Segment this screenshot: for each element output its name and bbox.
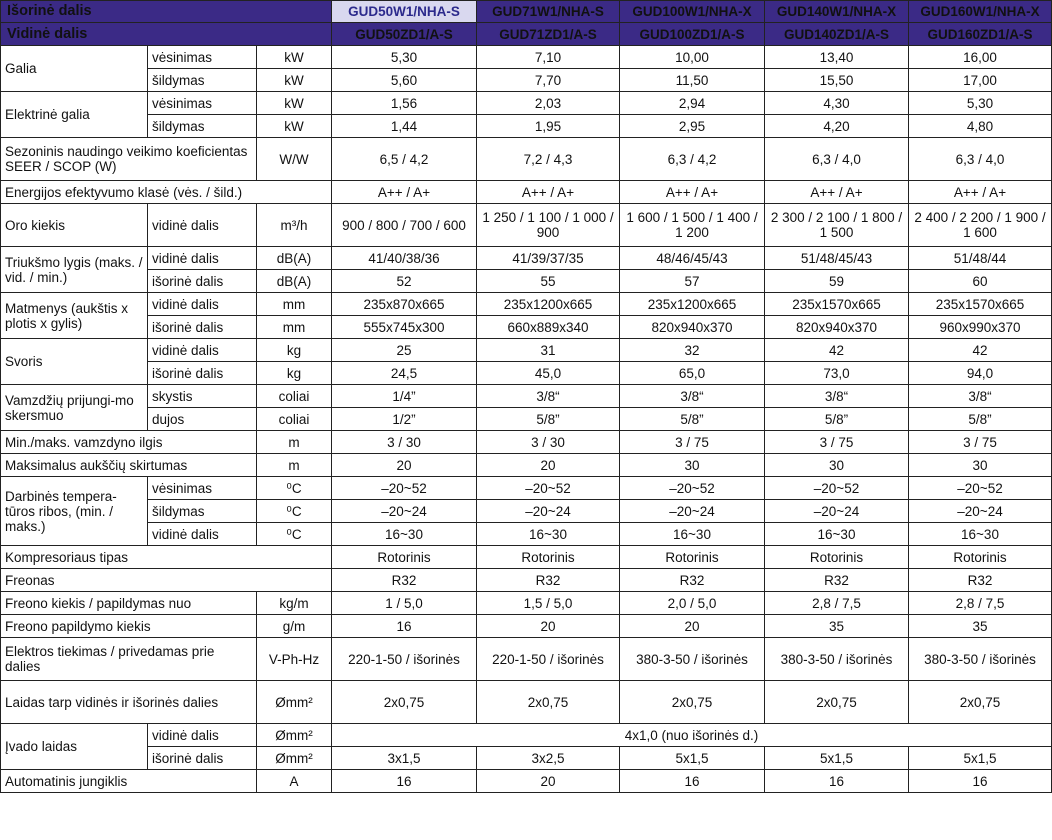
table-cell: 55 [477,270,620,293]
row-unit: ⁰C [257,523,332,546]
table-cell: 3 / 30 [332,431,477,454]
row-unit: coliai [257,408,332,431]
table-cell: 45,0 [477,362,620,385]
row-sub-label: vėsinimas [148,92,257,115]
table-row [1,293,1052,316]
row-group-label: Elektrinė galia [1,92,148,138]
table-cell: 24,5 [332,362,477,385]
table-cell: 820x940x370 [765,316,909,339]
table-cell: 960x990x370 [909,316,1052,339]
table-cell: A++ / A+ [332,181,477,204]
table-cell: 5/8” [765,408,909,431]
table-cell: 7,2 / 4,3 [477,138,620,181]
row-unit: ⁰C [257,477,332,500]
table-cell: 220-1-50 / išorinės [477,638,620,681]
table-cell: 900 / 800 / 700 / 600 [332,204,477,247]
outdoor-model: GUD71W1/NHA-S [477,1,620,23]
table-cell: 3 / 75 [765,431,909,454]
table-cell: 235x1570x665 [909,293,1052,316]
row-sub-label: vidinė dalis [148,724,257,747]
table-cell: 2x0,75 [332,681,477,724]
table-row [1,138,1052,181]
table-cell: 6,3 / 4,0 [909,138,1052,181]
row-sub-label: vidinė dalis [148,293,257,316]
table-cell: 30 [620,454,765,477]
table-cell: Rotorinis [477,546,620,569]
table-cell: 13,40 [765,46,909,69]
table-row [1,339,1052,362]
row-unit: m³/h [257,204,332,247]
table-cell: 3x1,5 [332,747,477,770]
row-sub-label: šildymas [148,69,257,92]
table-cell: 2x0,75 [765,681,909,724]
table-cell: 42 [765,339,909,362]
table-cell: 3/8“ [909,385,1052,408]
table-cell: 3 / 75 [620,431,765,454]
table-cell: 1/4” [332,385,477,408]
row-group-label: Galia [1,46,148,92]
table-cell: 5/8” [477,408,620,431]
table-cell: 73,0 [765,362,909,385]
row-sub-label: išorinė dalis [148,747,257,770]
table-row [1,454,1052,477]
table-cell: 11,50 [620,69,765,92]
table-row [1,638,1052,681]
header-row-outdoor [1,1,1052,23]
table-cell: 16~30 [332,523,477,546]
table-cell: 380-3-50 / išorinės [765,638,909,681]
row-unit: kg [257,362,332,385]
indoor-model: GUD50ZD1/A-S [332,23,477,46]
table-cell: 3/8“ [477,385,620,408]
row-group-label: Elektros tiekimas / privedamas prie dalies [1,638,257,681]
table-cell: 5,60 [332,69,477,92]
row-unit: mm [257,316,332,339]
table-row [1,747,1052,770]
table-cell: 3/8“ [620,385,765,408]
table-cell: 1/2” [332,408,477,431]
table-row [1,69,1052,92]
table-cell: 35 [765,615,909,638]
table-row [1,316,1052,339]
row-group-label: Min./maks. vamzdyno ilgis [1,431,257,454]
row-sub-label: išorinė dalis [148,270,257,293]
table-cell: 35 [909,615,1052,638]
table-row [1,724,1052,747]
table-row [1,431,1052,454]
table-cell: 48/46/45/43 [620,247,765,270]
row-group-label: Automatinis jungiklis [1,770,257,793]
table-cell: 2,94 [620,92,765,115]
table-cell: 2,8 / 7,5 [765,592,909,615]
outdoor-model: GUD50W1/NHA-S [332,1,477,23]
table-cell: 17,00 [909,69,1052,92]
table-cell: 5x1,5 [909,747,1052,770]
table-row [1,92,1052,115]
table-cell: A++ / A+ [909,181,1052,204]
outdoor-model: GUD100W1/NHA-X [620,1,765,23]
table-cell: 2 300 / 2 100 / 1 800 / 1 500 [765,204,909,247]
table-cell: 5x1,5 [620,747,765,770]
table-cell: 5,30 [332,46,477,69]
row-group-label: Kompresoriaus tipas [1,546,332,569]
indoor-model: GUD140ZD1/A-S [765,23,909,46]
table-cell: 16~30 [909,523,1052,546]
table-cell: 20 [477,770,620,793]
table-cell: 31 [477,339,620,362]
indoor-header-label: Vidinė dalis [1,23,332,46]
row-unit: dB(A) [257,270,332,293]
table-cell: 1 600 / 1 500 / 1 400 / 1 200 [620,204,765,247]
header-row-indoor [1,23,1052,46]
table-cell: R32 [477,569,620,592]
table-row [1,681,1052,724]
row-sub-label: šildymas [148,115,257,138]
table-cell: 57 [620,270,765,293]
row-unit: kW [257,92,332,115]
row-group-label: Freono kiekis / papildymas nuo [1,592,257,615]
row-unit: dB(A) [257,247,332,270]
indoor-model: GUD71ZD1/A-S [477,23,620,46]
table-cell: 25 [332,339,477,362]
table-cell: –20~24 [620,500,765,523]
row-sub-label: vidinė dalis [148,247,257,270]
row-unit: m [257,431,332,454]
row-group-label: Triukšmo lygis (maks. / vid. / min.) [1,247,148,293]
table-cell: Rotorinis [909,546,1052,569]
table-row [1,362,1052,385]
table-cell: 6,3 / 4,0 [765,138,909,181]
table-cell: Rotorinis [332,546,477,569]
table-row [1,477,1052,500]
table-cell: 2x0,75 [620,681,765,724]
table-cell: 16 [909,770,1052,793]
table-cell: 7,70 [477,69,620,92]
row-unit: m [257,454,332,477]
table-cell: 94,0 [909,362,1052,385]
row-unit: Ømm² [257,747,332,770]
table-cell: 42 [909,339,1052,362]
table-cell: –20~24 [909,500,1052,523]
row-unit: coliai [257,385,332,408]
table-cell: 4,80 [909,115,1052,138]
table-cell: R32 [332,569,477,592]
row-unit: V-Ph-Hz [257,638,332,681]
table-cell: A++ / A+ [620,181,765,204]
row-unit: mm [257,293,332,316]
table-cell: R32 [765,569,909,592]
table-cell: 1,5 / 5,0 [477,592,620,615]
table-row [1,592,1052,615]
row-sub-label: skystis [148,385,257,408]
table-cell: Rotorinis [620,546,765,569]
table-row [1,500,1052,523]
table-cell: –20~52 [620,477,765,500]
table-cell: 3/8“ [765,385,909,408]
table-row [1,569,1052,592]
table-cell: 2,0 / 5,0 [620,592,765,615]
table-cell: 2,8 / 7,5 [909,592,1052,615]
table-cell: 30 [765,454,909,477]
table-cell: 16~30 [765,523,909,546]
table-cell: 41/40/38/36 [332,247,477,270]
table-cell: 41/39/37/35 [477,247,620,270]
table-cell: 820x940x370 [620,316,765,339]
row-group-label: Laidas tarp vidinės ir išorinės dalies [1,681,257,724]
table-cell: 16 [620,770,765,793]
table-cell: 51/48/44 [909,247,1052,270]
table-row [1,247,1052,270]
row-group-label: Oro kiekis [1,204,148,247]
table-cell: 235x1200x665 [620,293,765,316]
row-group-label: Įvado laidas [1,724,148,770]
table-cell: R32 [620,569,765,592]
table-cell-merged: 4x1,0 (nuo išorinės d.) [332,724,1052,747]
indoor-model: GUD160ZD1/A-S [909,23,1052,46]
table-cell: 5,30 [909,92,1052,115]
row-unit: W/W [257,138,332,181]
table-cell: 1,44 [332,115,477,138]
table-cell: 20 [477,615,620,638]
table-cell: 2x0,75 [909,681,1052,724]
table-cell: 16~30 [620,523,765,546]
table-cell: 16 [332,615,477,638]
table-cell: 20 [620,615,765,638]
table-cell: –20~52 [477,477,620,500]
table-cell: A++ / A+ [477,181,620,204]
row-unit: kW [257,69,332,92]
row-sub-label: vidinė dalis [148,204,257,247]
table-cell: 6,3 / 4,2 [620,138,765,181]
table-cell: 1 250 / 1 100 / 1 000 / 900 [477,204,620,247]
table-row [1,181,1052,204]
row-sub-label: šildymas [148,500,257,523]
table-cell: 3x2,5 [477,747,620,770]
table-cell: 555x745x300 [332,316,477,339]
table-cell: –20~52 [765,477,909,500]
table-row [1,615,1052,638]
table-cell: 380-3-50 / išorinės [620,638,765,681]
row-sub-label: išorinė dalis [148,362,257,385]
row-sub-label: vėsinimas [148,46,257,69]
table-cell: 235x1570x665 [765,293,909,316]
row-sub-label: išorinė dalis [148,316,257,339]
row-group-label: Darbinės tempera-tūros ribos, (min. / maks.) [1,477,148,546]
row-group-label: Sezoninis naudingo veikimo koeficientas SEER / SCOP (W) [1,138,257,181]
table-cell: R32 [909,569,1052,592]
table-cell: 16~30 [477,523,620,546]
table-row [1,204,1052,247]
table-cell: 235x1200x665 [477,293,620,316]
table-cell: 4,20 [765,115,909,138]
table-cell: 16,00 [909,46,1052,69]
table-cell: Rotorinis [765,546,909,569]
table-cell: 16 [332,770,477,793]
table-row [1,115,1052,138]
table-cell: 65,0 [620,362,765,385]
outdoor-model: GUD140W1/NHA-X [765,1,909,23]
table-cell: –20~52 [332,477,477,500]
indoor-model: GUD100ZD1/A-S [620,23,765,46]
table-cell: 32 [620,339,765,362]
table-cell: 2,95 [620,115,765,138]
table-cell: 1,56 [332,92,477,115]
row-sub-label: vidinė dalis [148,523,257,546]
table-row [1,546,1052,569]
table-cell: 5/8” [620,408,765,431]
table-cell: 5x1,5 [765,747,909,770]
table-cell: –20~52 [909,477,1052,500]
row-unit: A [257,770,332,793]
row-unit: kg [257,339,332,362]
table-cell: –20~24 [332,500,477,523]
row-group-label: Freono papildymo kiekis [1,615,257,638]
table-cell: A++ / A+ [765,181,909,204]
row-unit: kW [257,115,332,138]
table-cell: 2x0,75 [477,681,620,724]
table-cell: 7,10 [477,46,620,69]
row-unit: kg/m [257,592,332,615]
table-cell: –20~24 [477,500,620,523]
table-cell: 1 / 5,0 [332,592,477,615]
table-cell: 4,30 [765,92,909,115]
table-cell: 6,5 / 4,2 [332,138,477,181]
row-group-label: Energijos efektyvumo klasė (vės. / šild.) [1,181,332,204]
table-row [1,770,1052,793]
table-cell: 2 400 / 2 200 / 1 900 / 1 600 [909,204,1052,247]
table-row [1,385,1052,408]
table-cell: 51/48/45/43 [765,247,909,270]
table-cell: –20~24 [765,500,909,523]
row-sub-label: vėsinimas [148,477,257,500]
table-cell: 220-1-50 / išorinės [332,638,477,681]
row-sub-label: dujos [148,408,257,431]
table-cell: 1,95 [477,115,620,138]
table-row [1,408,1052,431]
row-group-label: Matmenys (aukštis x plotis x gylis) [1,293,148,339]
outdoor-header-label: Išorinė dalis [1,1,332,23]
table-row [1,270,1052,293]
outdoor-model: GUD160W1/NHA-X [909,1,1052,23]
row-unit: Ømm² [257,724,332,747]
row-unit: Ømm² [257,681,332,724]
table-cell: 20 [332,454,477,477]
table-cell: 380-3-50 / išorinės [909,638,1052,681]
row-group-label: Svoris [1,339,148,385]
row-unit: ⁰C [257,500,332,523]
table-row [1,46,1052,69]
table-cell: 15,50 [765,69,909,92]
table-cell: 60 [909,270,1052,293]
table-cell: 5/8” [909,408,1052,431]
table-cell: 235x870x665 [332,293,477,316]
row-sub-label: vidinė dalis [148,339,257,362]
row-unit: g/m [257,615,332,638]
table-cell: 30 [909,454,1052,477]
row-group-label: Vamzdžių prijungi-mo skersmuo [1,385,148,431]
row-unit: kW [257,46,332,69]
table-cell: 52 [332,270,477,293]
table-cell: 10,00 [620,46,765,69]
table-cell: 20 [477,454,620,477]
table-cell: 16 [765,770,909,793]
row-group-label: Maksimalus aukščių skirtumas [1,454,257,477]
row-group-label: Freonas [1,569,332,592]
table-cell: 2,03 [477,92,620,115]
table-cell: 3 / 75 [909,431,1052,454]
table-cell: 660x889x340 [477,316,620,339]
table-row [1,523,1052,546]
table-cell: 3 / 30 [477,431,620,454]
table-cell: 59 [765,270,909,293]
